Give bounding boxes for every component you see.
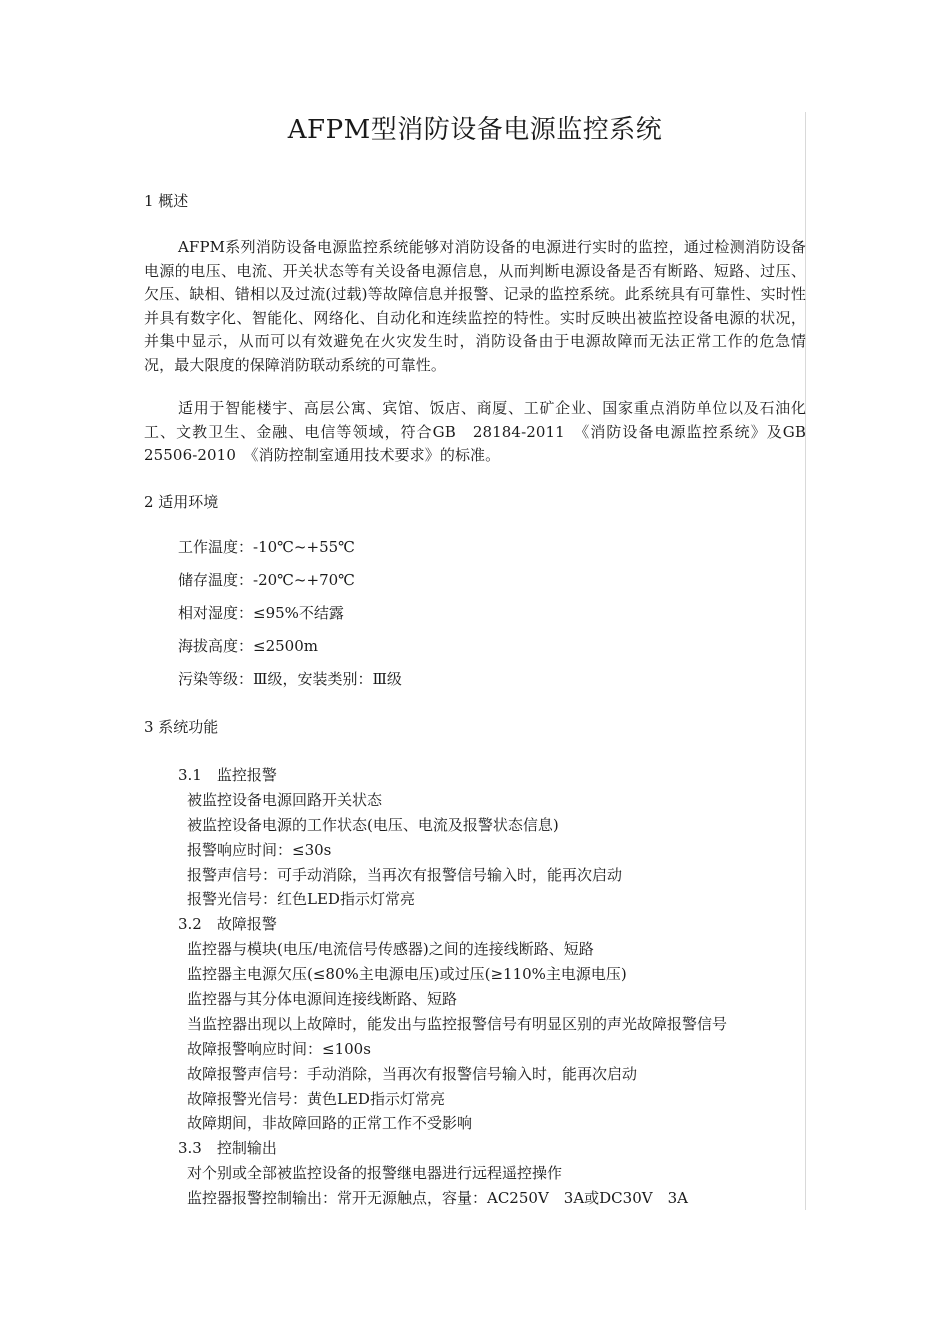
list-item: 故障报警响应时间：≤100s (187, 1039, 371, 1058)
list-item: 监控器报警控制输出：常开无源触点，容量：AC250V 3A或DC30V 3A (187, 1189, 688, 1208)
env-item-humidity: 相对湿度：≤95%不结露 (178, 604, 344, 622)
section-1-heading: 1 概述 (144, 192, 189, 210)
list-item: 对个别或全部被监控设备的报警继电器进行远程遥控操作 (187, 1164, 563, 1183)
env-item-pollution-grade: 污染等级：Ⅲ级，安装类别：Ⅲ级 (178, 670, 402, 688)
list-item: 故障报警声信号：手动消除，当再次有报警信号输入时，能再次启动 (187, 1064, 638, 1083)
list-item: 被监控设备电源回路开关状态 (187, 790, 383, 809)
list-item: 当监控器出现以上故障时，能发出与监控报警信号有明显区别的声光故障报警信号 (187, 1014, 728, 1033)
subsection-3-1-heading: 3.1 监控报警 (178, 766, 277, 784)
list-item: 被监控设备电源的工作状态(电压、电流及报警状态信息) (187, 815, 559, 834)
environment-list (178, 537, 402, 702)
list-item: 监控器与其分体电源间连接线断路、短路 (187, 990, 458, 1009)
list-item: 报警声信号：可手动消除，当再次有报警信号输入时，能再次启动 (187, 865, 623, 884)
list-item: 报警光信号：红色LED指示灯常亮 (187, 890, 415, 909)
document-title: AFPM型消防设备电源监控系统 (287, 115, 663, 145)
subsection-3-2-heading: 3.2 故障报警 (178, 915, 277, 934)
scope-paragraph: 适用于智能楼宇、高层公寓、宾馆、饭店、商厦、工矿企业、国家重点消防单位以及石油化工、文教卫生、金融、电信等领域，符合GB 28184-2011 《消防设备电源监控系统》及GB 25506-2010 《消防控制室通用技术要求》的标准。 (144, 399, 822, 464)
overview-paragraph: AFPM系列消防设备电源监控系统能够对消防设备的电源进行实时的监控，通过检测消防设备电源的电压、电流、开关状态等有关设备电源信息，从而判断电源设备是否有断路、短路、过压、欠压、缺相、错相以及过流(过载)等故障信息并报警、记录的监控系统。此系统具有可靠性、实时性并具有数字化、智能化、网络化、自动化和连续监控的特性。实时反映出被监控设备电源的状况，并集中显示，从而可以有效避免在火灾发生时，消防设备由于电源故障而无法正常工作的危急情况，最大限度的保障消防联动系统的可靠性。 (144, 238, 806, 374)
list-item: 故障期间，非故障回路的正常工作不受影响 (187, 1114, 473, 1133)
env-item-altitude: 海拔高度：≤2500m (178, 637, 318, 655)
env-item-storage-temperature: 储存温度：-20℃~+70℃ (178, 571, 355, 589)
list-item: 监控器主电源欠压(≤80%主电源电压)或过压(≥110%主电源电压) (187, 965, 627, 984)
section-3-heading: 3 系统功能 (144, 718, 219, 736)
section-2-heading: 2 适用环境 (144, 493, 219, 511)
system-function-list (178, 763, 727, 1211)
list-item: 故障报警光信号：黄色LED指示灯常亮 (187, 1089, 445, 1108)
subsection-3-3-heading: 3.3 控制输出 (178, 1139, 277, 1158)
list-item: 监控器与模块(电压/电流信号传感器)之间的连接线断路、短路 (187, 940, 594, 959)
list-item: 报警响应时间：≤30s (187, 840, 332, 859)
env-item-working-temperature: 工作温度：-10℃~+55℃ (178, 538, 355, 556)
